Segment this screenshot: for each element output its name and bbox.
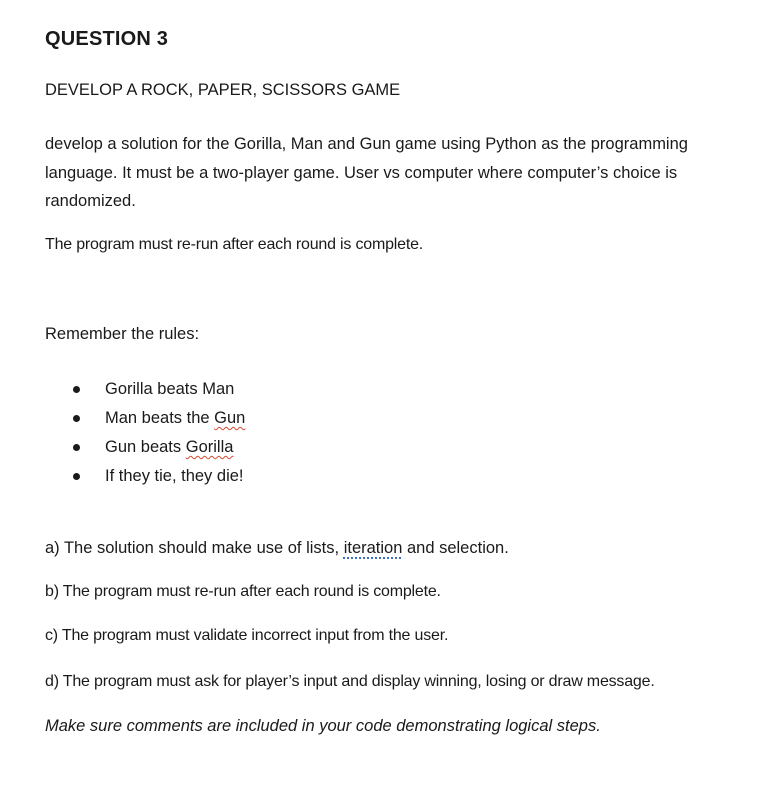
- rule-text: Gorilla beats Man: [105, 380, 235, 398]
- bullet-icon: [73, 415, 80, 422]
- rules-list: [45, 375, 245, 491]
- requirement-c: c) The program must validate incorrect input from the user.: [45, 627, 449, 644]
- question-title: QUESTION 3: [45, 28, 169, 50]
- rerun-paragraph: The program must re-run after each round is complete.: [45, 236, 424, 253]
- rule-text: If they tie, they die!: [105, 467, 244, 485]
- rules-heading: Remember the rules:: [45, 325, 200, 343]
- bullet-icon: [73, 473, 80, 480]
- requirement-text: a) The solution should make use of lists,: [45, 539, 344, 557]
- list-item: [45, 433, 245, 462]
- spellcheck-word[interactable]: Gun: [214, 409, 246, 427]
- intro-paragraph: develop a solution for the Gorilla, Man and Gun game using Python as the programming language. It must be a two-player game. User vs computer where computer’s choice is randomized.: [45, 135, 688, 210]
- requirement-b: b) The program must re-run after each round is complete.: [45, 583, 441, 600]
- requirement-text: and selection.: [402, 539, 509, 557]
- list-item: [45, 375, 245, 404]
- list-item: [45, 462, 245, 491]
- question-subtitle: DEVELOP A ROCK, PAPER, SCISSORS GAME: [45, 81, 401, 99]
- rule-text: Man beats the: [105, 409, 215, 427]
- rule-text: Gun beats: [105, 438, 186, 456]
- grammar-check-word[interactable]: iteration: [343, 539, 403, 557]
- bullet-icon: [73, 444, 80, 451]
- requirement-a: [45, 539, 509, 558]
- bullet-icon: [73, 386, 80, 393]
- requirement-d: d) The program must ask for player’s input and display winning, losing or draw message.: [45, 673, 655, 690]
- closing-note: Make sure comments are included in your code demonstrating logical steps.: [45, 717, 601, 735]
- spellcheck-word[interactable]: Gorilla: [185, 438, 234, 456]
- list-item: [45, 404, 245, 433]
